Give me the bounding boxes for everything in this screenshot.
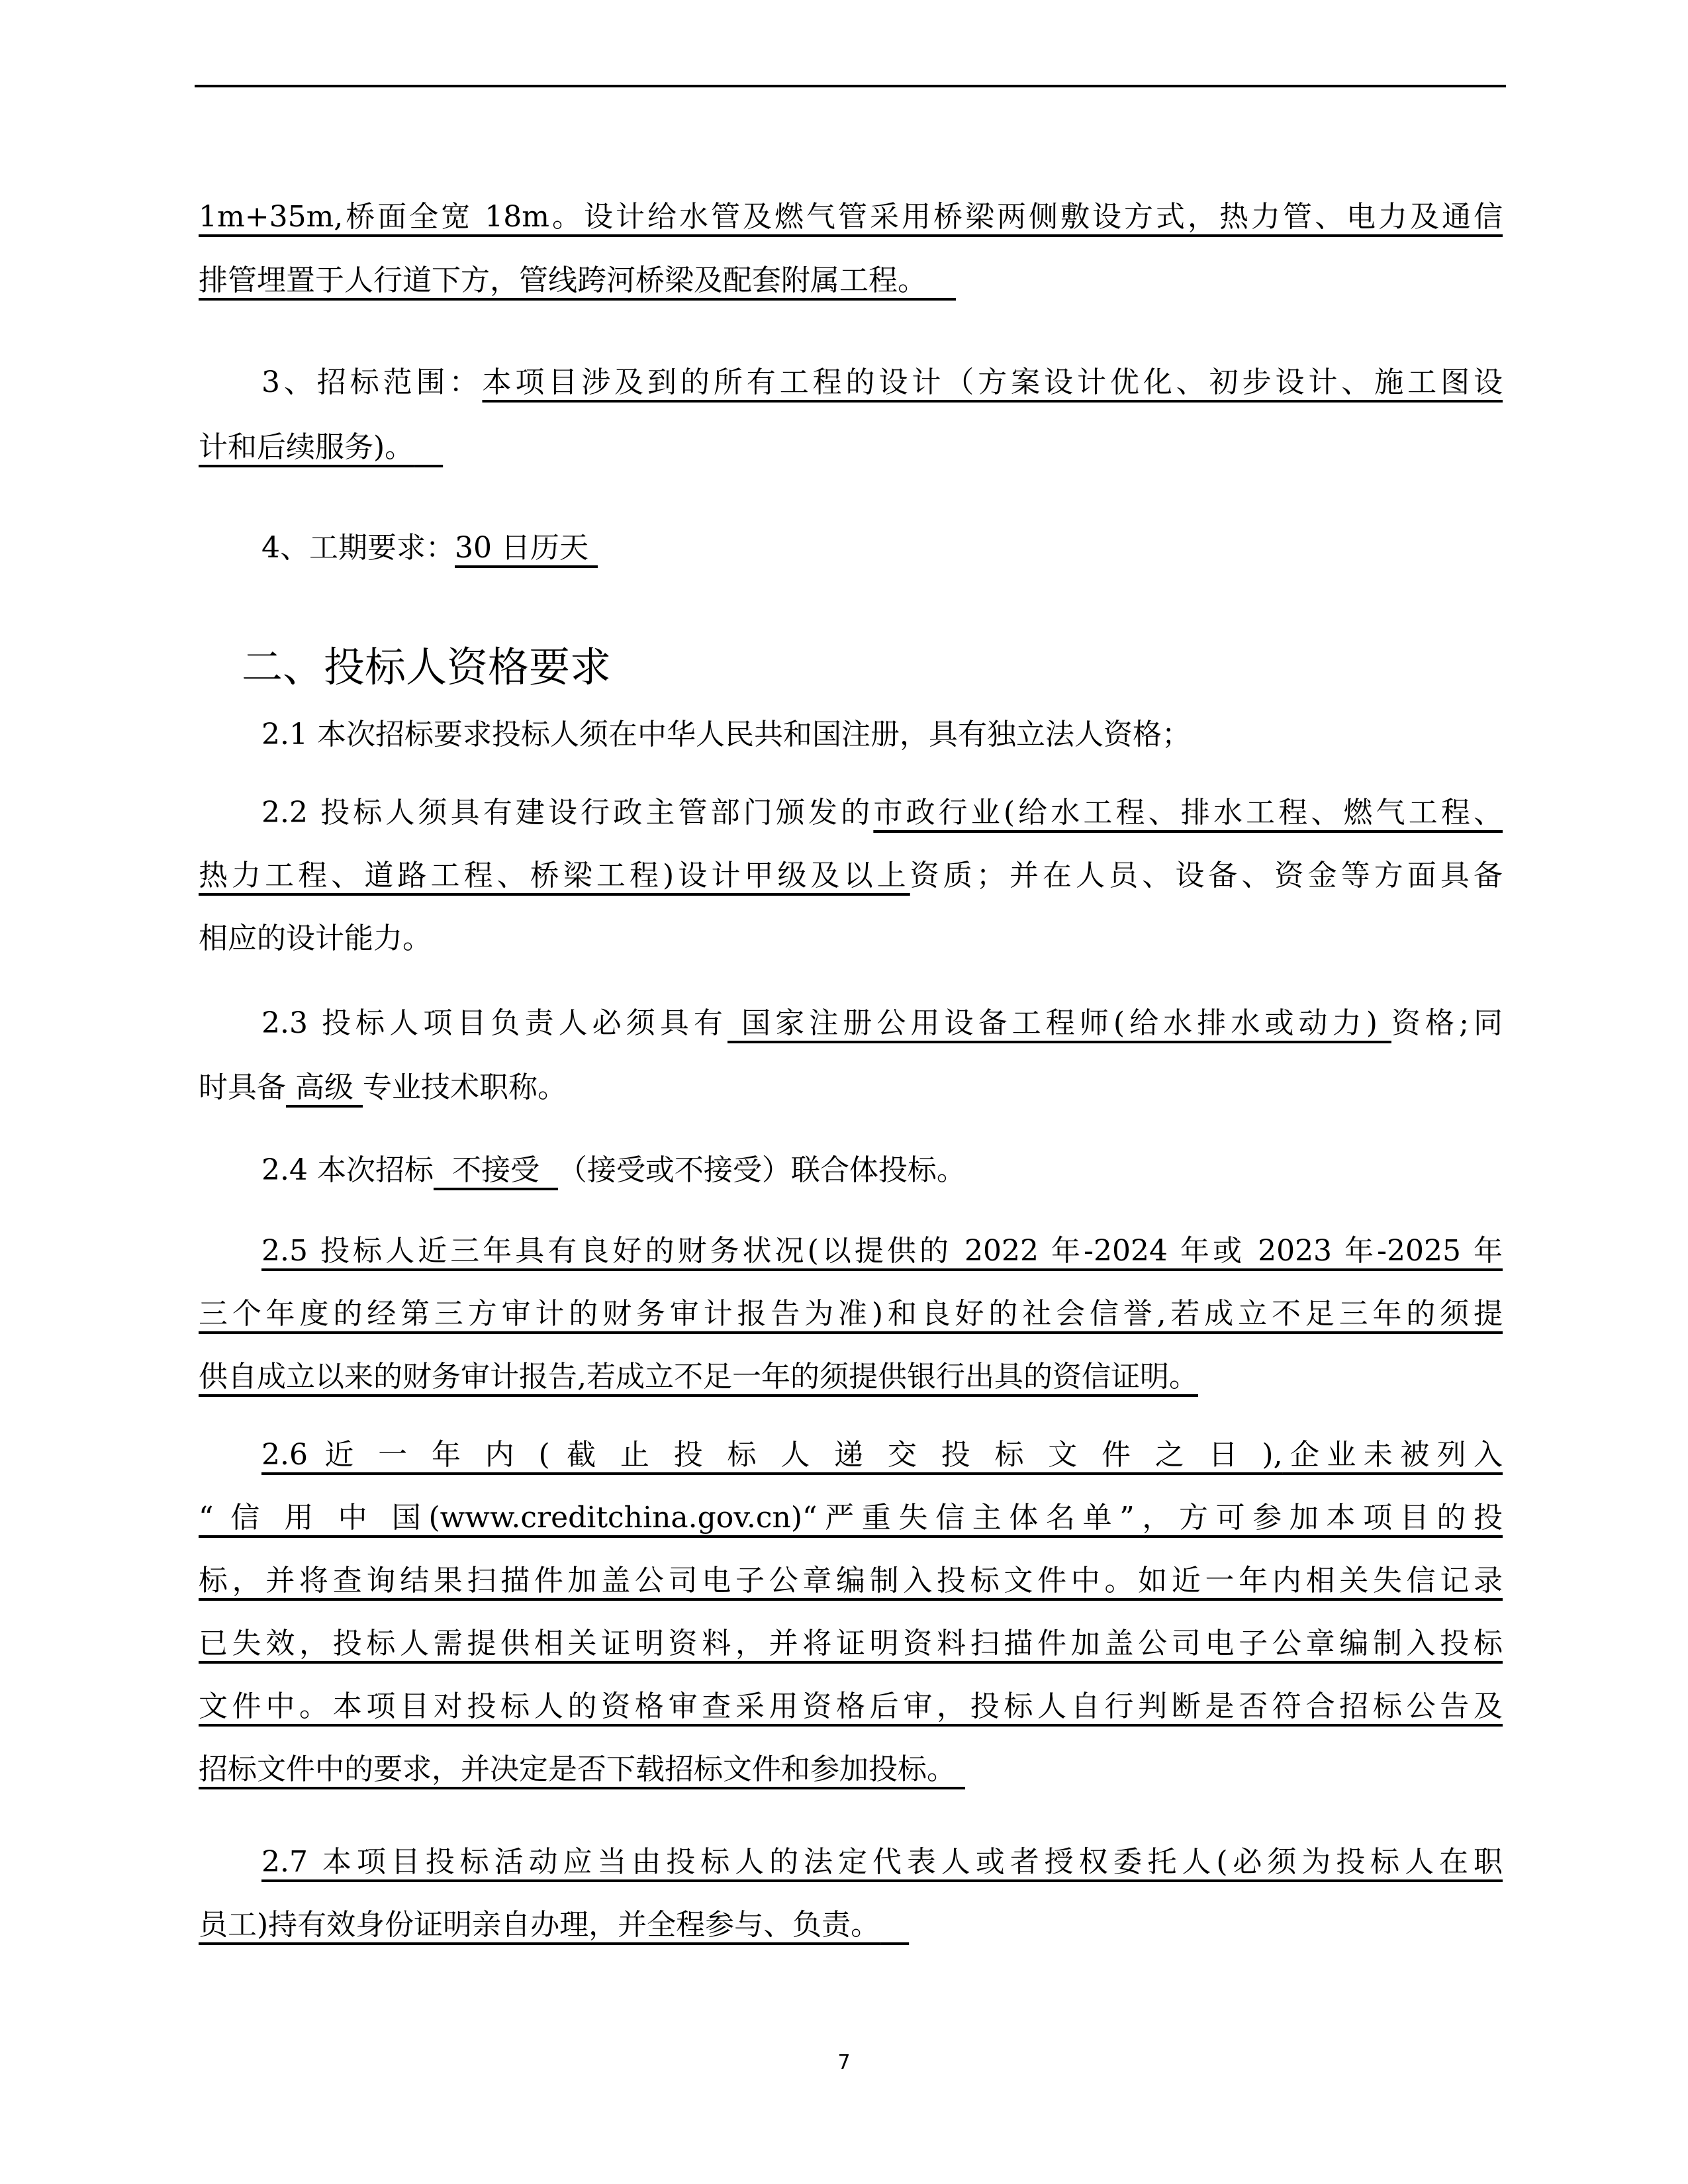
para-2-2-line-2: [199, 856, 1503, 896]
underlined-text: “ 信 用 中 国(www.creditchina.gov.cn)“严重失信主体名单”，方可参加本项目的投: [199, 1501, 1503, 1535]
para-2-2-qualification: 市政行业(给水工程、排水工程、燃气工程、: [873, 796, 1503, 830]
para-2-7-line-1: [261, 1842, 1503, 1882]
item-3-value: 本项目涉及到的所有工程的设计（方案设计优化、初步设计、施工图设: [482, 365, 1503, 399]
page-number: 7: [837, 2051, 851, 2074]
underlined-text: 已失效，投标人需提供相关证明资料，并将证明资料扫描件加盖公司电子公章编制入投标: [199, 1627, 1503, 1660]
para-2-4-suffix: （接受或不接受）联合体投标。: [557, 1153, 966, 1187]
para-2-3-line2-prefix: 时具备: [199, 1070, 286, 1104]
para-2-3-prefix: 2.3 投标人项目负责人必须具有: [261, 1006, 727, 1040]
underline-padding: [927, 263, 956, 297]
para-2-6-line-1: [261, 1435, 1503, 1475]
para-2-3-line-2: [199, 1068, 1503, 1108]
underlined-text: 三个年度的经第三方审计的财务审计报告为准)和良好的社会信誉,若成立不足三年的须提: [199, 1297, 1503, 1331]
para-2-3-title-level: 高级: [286, 1070, 363, 1104]
underline-padding: [880, 1908, 909, 1942]
para-2-3-certificate: 国家注册公用设备工程师(给水排水或动力): [727, 1006, 1391, 1040]
para-2-6-line-6: [199, 1750, 1503, 1789]
underlined-text: 招标文件中的要求，并决定是否下载招标文件和参加投标。: [199, 1752, 956, 1786]
para-2-6-line-3: [199, 1561, 1503, 1601]
para-2-6-line-4: [199, 1624, 1503, 1664]
underline-padding: [588, 531, 598, 565]
para-2-1: 2.1 本次招标要求投标人须在中华人民共和国注册，具有独立法人资格；: [261, 718, 1191, 751]
paragraph-line: [199, 261, 1503, 301]
para-2-6-line-2: [199, 1498, 1503, 1538]
para-2-5-line-2: [199, 1294, 1503, 1334]
para-2-7-line-2: [199, 1905, 1503, 1945]
underlined-text: 供自成立以来的财务审计报告,若成立不足一年的须提供银行出具的资信证明。: [199, 1360, 1198, 1394]
underline-padding: [956, 1752, 965, 1786]
underlined-text: 1m+35m,桥面全宽 18m。设计给水管及燃气管采用桥梁两侧敷设方式，热力管、电力及通信: [199, 200, 1503, 234]
item-4-label: 4、工期要求：: [261, 531, 455, 565]
item-4-line: [261, 528, 1503, 568]
para-2-4-prefix: 2.4 本次招标: [261, 1153, 434, 1187]
underlined-text: 企业未被列入: [1282, 1438, 1503, 1472]
underlined-text: 员工)持有效身份证明亲自办理，并全程参与、负责。: [199, 1908, 880, 1942]
para-2-3-line2-suffix: 专业技术职称。: [362, 1070, 567, 1104]
item-3-line: [261, 363, 1503, 403]
item-3-label: 3、招标范围：: [261, 365, 483, 399]
para-2-4: [261, 1151, 1503, 1190]
underlined-text: 2.5 投标人近三年具有良好的财务状况(以提供的 2022 年-2024 年或 2023 年-2025 年: [261, 1234, 1503, 1268]
paragraph-line: [199, 197, 1503, 237]
underlined-text: 2.6 近 一 年 内 ( 截 止 投 标 人 递 交 投 标 文 件 之 日 ),: [261, 1438, 1283, 1472]
item-3-line-2: [199, 428, 1503, 467]
section-heading: 二、投标人资格要求: [242, 643, 612, 691]
para-2-2-prefix: 2.2 投标人须具有建设行政主管部门颁发的: [261, 796, 874, 830]
para-2-2-suffix: 资质；并在人员、设备、资金等方面具备: [910, 859, 1503, 892]
underlined-text: 2.7 本项目投标活动应当由投标人的法定代表人或者授权委托人(必须为投标人在职: [261, 1845, 1503, 1879]
underlined-text: 标，并将查询结果扫描件加盖公司电子公章编制入投标文件中。如近一年内相关失信记录: [199, 1564, 1503, 1597]
underlined-text: 文件中。本项目对投标人的资格审查采用资格后审，投标人自行判断是否符合招标公告及: [199, 1689, 1503, 1723]
para-2-2-qualification-cont: 热力工程、道路工程、桥梁工程)设计甲级及以上: [199, 859, 910, 892]
para-2-2-line-3: 相应的设计能力。: [199, 922, 432, 955]
para-2-3-suffix: 资格;同: [1391, 1006, 1503, 1040]
item-4-value: 30 日历天: [455, 531, 588, 565]
para-2-4-joint-bid-value: 不接受: [433, 1153, 558, 1187]
para-2-5-line-3: [199, 1357, 1503, 1397]
para-2-3-line-1: [261, 1004, 1503, 1043]
para-2-2-line-1: [261, 793, 1503, 833]
underline-padding: [414, 430, 443, 464]
item-3-value-cont: 计和后续服务)。: [199, 430, 414, 464]
underlined-text: 排管埋置于人行道下方，管线跨河桥梁及配套附属工程。: [199, 263, 927, 297]
header-rule: [195, 85, 1506, 87]
para-2-6-line-5: [199, 1687, 1503, 1727]
para-2-5-line-1: [261, 1231, 1503, 1271]
